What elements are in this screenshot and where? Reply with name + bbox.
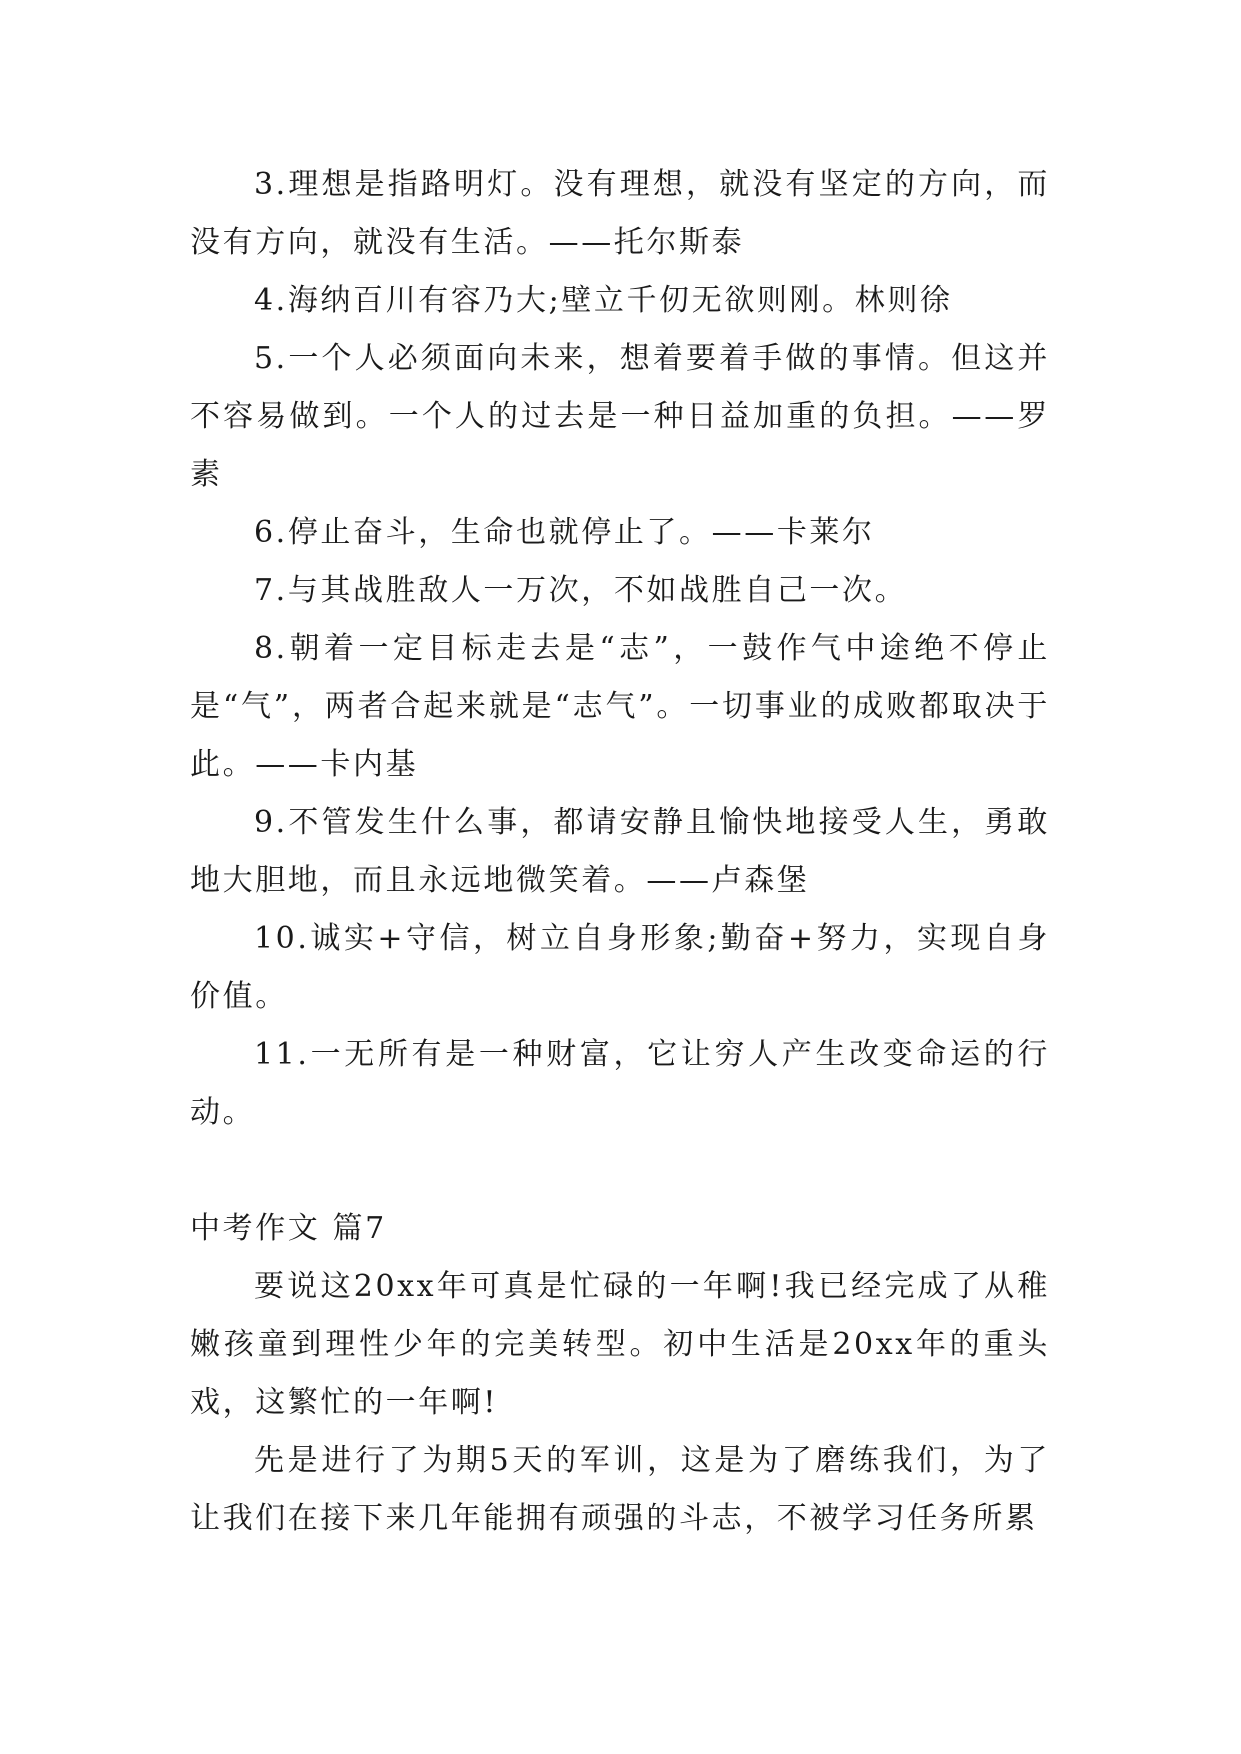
document-page: [190, 156, 1050, 1548]
section-heading: 中考作文 篇7: [190, 1211, 387, 1246]
body-paragraph: 要说这20xx年可真是忙碌的一年啊!我已经完成了从稚嫩孩童到理性少年的完美转型。初中生活是20xx年的重头戏，这繁忙的一年啊!: [190, 1269, 1050, 1420]
quote-item: 8.朝着一定目标走去是“志”，一鼓作气中途绝不停止是“气”，两者合起来就是“志气”。一切事业的成败都取决于此。——卡内基: [190, 631, 1050, 782]
quote-item: 7.与其战胜敌人一万次，不如战胜自己一次。: [254, 573, 908, 608]
quote-item: 6.停止奋斗，生命也就停止了。——卡莱尔: [254, 515, 875, 550]
quote-item: 11.一无所有是一种财富，它让穷人产生改变命运的行动。: [190, 1037, 1050, 1130]
quote-item: 4.海纳百川有容乃大;壁立千仞无欲则刚。林则徐: [254, 283, 953, 318]
quote-item: 10.诚实+守信，树立自身形象;勤奋+努力，实现自身价值。: [190, 921, 1050, 1014]
quote-item: 9.不管发生什么事，都请安静且愉快地接受人生，勇敢地大胆地，而且永远地微笑着。——卢森堡: [190, 805, 1050, 898]
body-paragraph: 先是进行了为期5天的军训，这是为了磨练我们，为了让我们在接下来几年能拥有顽强的斗志，不被学习任务所累: [190, 1443, 1050, 1536]
quote-item: 5.一个人必须面向未来，想着要着手做的事情。但这并不容易做到。一个人的过去是一种日益加重的负担。——罗素: [190, 341, 1050, 492]
quote-item: 3.理想是指路明灯。没有理想，就没有坚定的方向，而没有方向，就没有生活。——托尔斯泰: [190, 167, 1050, 260]
